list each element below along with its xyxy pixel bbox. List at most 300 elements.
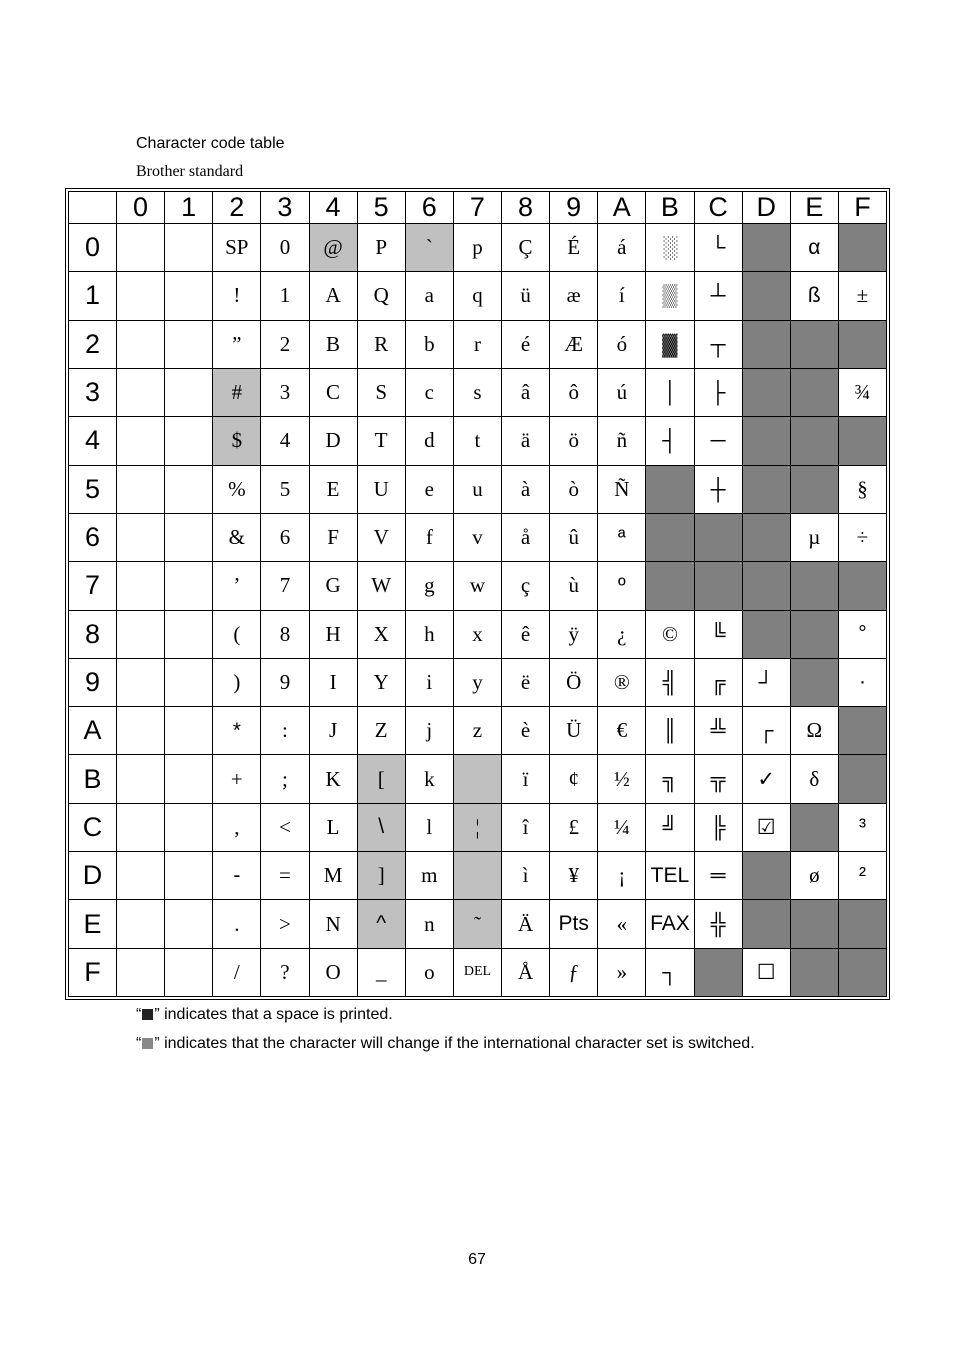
code-cell: ì (502, 852, 550, 900)
code-cell: ñ (598, 417, 646, 465)
code-cell: + (213, 755, 261, 803)
code-cell: & (213, 513, 261, 561)
code-cell: » (598, 948, 646, 996)
code-cell: ┬ (694, 320, 742, 368)
code-cell: , (213, 803, 261, 851)
code-cell: ┐ (646, 948, 694, 996)
code-cell: ø (790, 852, 838, 900)
code-cell: ^ (357, 900, 405, 948)
table-row (69, 562, 887, 610)
code-cell: Ç (502, 224, 550, 272)
code-cell: V (357, 513, 405, 561)
code-cell: : (261, 707, 309, 755)
code-cell (838, 755, 886, 803)
code-cell: y (453, 658, 501, 706)
code-cell (694, 562, 742, 610)
code-cell: 7 (261, 562, 309, 610)
code-cell: s (453, 368, 501, 416)
table-row (69, 320, 887, 368)
code-cell: ╗ (646, 755, 694, 803)
code-cell: ─ (694, 417, 742, 465)
code-cell (790, 900, 838, 948)
code-cell: 3 (261, 368, 309, 416)
column-header: E (790, 192, 838, 224)
code-cell: u (453, 465, 501, 513)
code-cell (117, 755, 165, 803)
code-cell: ┌ (742, 707, 790, 755)
code-cell: k (405, 755, 453, 803)
code-cell: f (405, 513, 453, 561)
grey-square-icon (142, 1038, 153, 1049)
code-cell (165, 368, 213, 416)
code-cell: TEL (646, 852, 694, 900)
space-legend-note (136, 1006, 393, 1024)
column-header: 1 (165, 192, 213, 224)
code-cell: # (213, 368, 261, 416)
code-cell: % (213, 465, 261, 513)
code-cell: ² (838, 852, 886, 900)
code-cell: $ (213, 417, 261, 465)
code-cell: B (309, 320, 357, 368)
code-cell: ° (838, 610, 886, 658)
code-cell (838, 562, 886, 610)
code-cell: * (213, 707, 261, 755)
code-cell (117, 948, 165, 996)
code-cell: │ (646, 368, 694, 416)
table-corner (69, 192, 117, 224)
code-cell: < (261, 803, 309, 851)
table-row (69, 465, 887, 513)
code-cell: ║ (646, 707, 694, 755)
code-cell: £ (550, 803, 598, 851)
code-cell: ☐ (742, 948, 790, 996)
code-cell: ÷ (838, 513, 886, 561)
column-header: A (598, 192, 646, 224)
column-header: B (646, 192, 694, 224)
code-cell (646, 562, 694, 610)
character-code-table-frame (65, 188, 890, 1000)
code-cell: z (453, 707, 501, 755)
code-cell (646, 465, 694, 513)
code-cell: é (502, 320, 550, 368)
code-cell: p (453, 224, 501, 272)
code-cell (165, 852, 213, 900)
code-cell (165, 755, 213, 803)
code-cell: ▒ (646, 272, 694, 320)
code-cell: ˜ (453, 900, 501, 948)
code-cell: [ (357, 755, 405, 803)
code-cell: ═ (694, 852, 742, 900)
code-cell: q (453, 272, 501, 320)
code-cell: â (502, 368, 550, 416)
code-cell (838, 224, 886, 272)
dark-square-icon (142, 1009, 153, 1020)
code-cell (165, 610, 213, 658)
code-cell: ’ (213, 562, 261, 610)
code-cell: ® (598, 658, 646, 706)
code-cell: ß (790, 272, 838, 320)
code-cell (742, 513, 790, 561)
code-cell: F (309, 513, 357, 561)
code-cell: d (405, 417, 453, 465)
intl-legend-note (136, 1035, 755, 1053)
code-cell: ▓ (646, 320, 694, 368)
code-cell (790, 948, 838, 996)
code-cell: î (502, 803, 550, 851)
column-header: 7 (453, 192, 501, 224)
code-cell (165, 562, 213, 610)
code-cell: ö (550, 417, 598, 465)
code-cell: ç (502, 562, 550, 610)
code-cell: º (598, 562, 646, 610)
code-cell: └ (694, 224, 742, 272)
code-cell: ╠ (694, 803, 742, 851)
code-cell: µ (790, 513, 838, 561)
code-cell: C (309, 368, 357, 416)
code-cell (742, 465, 790, 513)
code-cell: c (405, 368, 453, 416)
code-cell: Ω (790, 707, 838, 755)
table-heading: Character code table (136, 135, 285, 152)
code-cell: ╦ (694, 755, 742, 803)
legend-open-quote: “ (136, 1035, 142, 1052)
code-cell: X (357, 610, 405, 658)
code-cell: h (405, 610, 453, 658)
row-header: 0 (69, 224, 117, 272)
code-cell (838, 900, 886, 948)
column-header: 2 (213, 192, 261, 224)
code-cell (838, 948, 886, 996)
code-cell: i (405, 658, 453, 706)
code-cell: > (261, 900, 309, 948)
code-cell: m (405, 852, 453, 900)
code-cell: ” (213, 320, 261, 368)
code-cell: a (405, 272, 453, 320)
code-cell: ü (502, 272, 550, 320)
row-header: 6 (69, 513, 117, 561)
code-cell (165, 707, 213, 755)
code-cell: Y (357, 658, 405, 706)
code-cell: û (550, 513, 598, 561)
code-cell: ( (213, 610, 261, 658)
code-cell: K (309, 755, 357, 803)
row-header: A (69, 707, 117, 755)
code-cell: n (405, 900, 453, 948)
legend-text: ” indicates that the character will change if the international character set is switched. (154, 1035, 755, 1052)
code-cell: ¢ (550, 755, 598, 803)
table-row (69, 852, 887, 900)
code-cell: ╝ (646, 803, 694, 851)
code-cell (165, 513, 213, 561)
code-cell: € (598, 707, 646, 755)
code-cell: 2 (261, 320, 309, 368)
code-cell (838, 707, 886, 755)
code-cell (117, 224, 165, 272)
column-header: F (838, 192, 886, 224)
code-cell (165, 272, 213, 320)
code-cell: 6 (261, 513, 309, 561)
code-cell (117, 658, 165, 706)
code-cell: DEL (453, 948, 501, 996)
column-header: 9 (550, 192, 598, 224)
code-cell: \ (357, 803, 405, 851)
code-cell: w (453, 562, 501, 610)
column-header: C (694, 192, 742, 224)
table-row (69, 417, 887, 465)
code-cell (117, 707, 165, 755)
code-cell: å (502, 513, 550, 561)
code-cell: ¦ (453, 803, 501, 851)
code-cell (117, 465, 165, 513)
code-cell: « (598, 900, 646, 948)
code-cell: α (790, 224, 838, 272)
code-cell: ┘ (742, 658, 790, 706)
row-header: E (69, 900, 117, 948)
code-cell: 9 (261, 658, 309, 706)
code-cell: ┤ (646, 417, 694, 465)
code-cell: ú (598, 368, 646, 416)
code-cell: H (309, 610, 357, 658)
code-cell (838, 320, 886, 368)
code-cell (117, 272, 165, 320)
code-cell: ! (213, 272, 261, 320)
code-cell: r (453, 320, 501, 368)
code-cell (453, 852, 501, 900)
code-cell: ` (405, 224, 453, 272)
code-cell: ? (261, 948, 309, 996)
code-cell: ÿ (550, 610, 598, 658)
code-cell: ë (502, 658, 550, 706)
code-cell (790, 610, 838, 658)
table-row (69, 803, 887, 851)
code-cell: - (213, 852, 261, 900)
code-cell: ù (550, 562, 598, 610)
code-cell (646, 513, 694, 561)
code-cell: ³ (838, 803, 886, 851)
code-cell: 4 (261, 417, 309, 465)
code-cell (117, 610, 165, 658)
code-cell: Ä (502, 900, 550, 948)
code-cell (790, 368, 838, 416)
code-cell (165, 465, 213, 513)
code-cell (742, 272, 790, 320)
code-cell: t (453, 417, 501, 465)
code-cell (694, 513, 742, 561)
code-cell: ¥ (550, 852, 598, 900)
code-cell (117, 417, 165, 465)
code-cell (165, 948, 213, 996)
code-cell: ╔ (694, 658, 742, 706)
code-cell (117, 320, 165, 368)
table-row (69, 948, 887, 996)
table-row (69, 658, 887, 706)
code-cell: ½ (598, 755, 646, 803)
code-cell: SP (213, 224, 261, 272)
legend-open-quote: “ (136, 1006, 142, 1023)
column-header: 5 (357, 192, 405, 224)
table-row (69, 513, 887, 561)
code-cell (742, 417, 790, 465)
page-number: 67 (468, 1251, 486, 1268)
code-cell (790, 658, 838, 706)
code-cell: / (213, 948, 261, 996)
code-cell: á (598, 224, 646, 272)
row-header: 1 (69, 272, 117, 320)
code-cell: b (405, 320, 453, 368)
code-cell: ê (502, 610, 550, 658)
code-cell: ✓ (742, 755, 790, 803)
row-header: 7 (69, 562, 117, 610)
row-header: B (69, 755, 117, 803)
table-row (69, 610, 887, 658)
code-cell: à (502, 465, 550, 513)
code-cell: Ö (550, 658, 598, 706)
row-header: 9 (69, 658, 117, 706)
code-cell: v (453, 513, 501, 561)
code-cell: Z (357, 707, 405, 755)
code-cell (117, 803, 165, 851)
code-cell: ] (357, 852, 405, 900)
code-cell: Å (502, 948, 550, 996)
table-row (69, 224, 887, 272)
code-cell: Æ (550, 320, 598, 368)
code-cell: P (357, 224, 405, 272)
code-cell: Pts (550, 900, 598, 948)
code-cell: G (309, 562, 357, 610)
code-cell: ╚ (694, 610, 742, 658)
character-code-table (68, 191, 887, 997)
code-cell: © (646, 610, 694, 658)
code-cell: o (405, 948, 453, 996)
table-row (69, 272, 887, 320)
code-cell (742, 368, 790, 416)
character-code-table-body (69, 224, 887, 997)
code-cell: I (309, 658, 357, 706)
code-cell (790, 562, 838, 610)
table-row (69, 368, 887, 416)
code-cell: e (405, 465, 453, 513)
code-cell: J (309, 707, 357, 755)
code-cell: D (309, 417, 357, 465)
table-row (69, 707, 887, 755)
code-cell (165, 320, 213, 368)
code-cell: § (838, 465, 886, 513)
code-cell (742, 562, 790, 610)
code-cell: T (357, 417, 405, 465)
code-cell: ô (550, 368, 598, 416)
code-cell (165, 900, 213, 948)
code-cell: A (309, 272, 357, 320)
row-header: 4 (69, 417, 117, 465)
code-cell: ï (502, 755, 550, 803)
code-cell: _ (357, 948, 405, 996)
code-cell: W (357, 562, 405, 610)
code-cell (117, 368, 165, 416)
code-cell: æ (550, 272, 598, 320)
row-header: F (69, 948, 117, 996)
table-subheading: Brother standard (136, 163, 244, 180)
code-cell (117, 900, 165, 948)
code-cell (742, 852, 790, 900)
column-header: 3 (261, 192, 309, 224)
code-cell: É (550, 224, 598, 272)
row-header: D (69, 852, 117, 900)
code-cell: l (405, 803, 453, 851)
legend-text: ” indicates that a space is printed. (154, 1006, 393, 1023)
code-cell (117, 562, 165, 610)
code-cell: Ü (550, 707, 598, 755)
code-cell (742, 610, 790, 658)
row-header: 2 (69, 320, 117, 368)
code-cell: @ (309, 224, 357, 272)
code-cell (694, 948, 742, 996)
code-cell (790, 320, 838, 368)
code-cell: R (357, 320, 405, 368)
code-cell: . (213, 900, 261, 948)
column-header: 0 (117, 192, 165, 224)
code-cell: = (261, 852, 309, 900)
row-header: 3 (69, 368, 117, 416)
code-cell: 8 (261, 610, 309, 658)
column-header: D (742, 192, 790, 224)
code-cell (165, 417, 213, 465)
code-cell: ☑ (742, 803, 790, 851)
code-cell: S (357, 368, 405, 416)
table-row (69, 900, 887, 948)
code-cell: 0 (261, 224, 309, 272)
code-cell: Ñ (598, 465, 646, 513)
column-header-row (69, 192, 887, 224)
code-cell: ░ (646, 224, 694, 272)
code-cell: ä (502, 417, 550, 465)
column-header: 8 (502, 192, 550, 224)
row-header: C (69, 803, 117, 851)
code-cell (742, 320, 790, 368)
code-cell: ó (598, 320, 646, 368)
code-cell: ¡ (598, 852, 646, 900)
code-cell (790, 465, 838, 513)
code-cell: ┴ (694, 272, 742, 320)
code-cell: x (453, 610, 501, 658)
code-cell: ¿ (598, 610, 646, 658)
code-cell: ├ (694, 368, 742, 416)
code-cell: 1 (261, 272, 309, 320)
code-cell: ª (598, 513, 646, 561)
code-cell (453, 755, 501, 803)
code-cell: ) (213, 658, 261, 706)
code-cell: è (502, 707, 550, 755)
code-cell: O (309, 948, 357, 996)
code-cell (790, 803, 838, 851)
code-cell (165, 803, 213, 851)
row-header: 5 (69, 465, 117, 513)
code-cell: ┼ (694, 465, 742, 513)
table-row (69, 755, 887, 803)
column-header: 6 (405, 192, 453, 224)
code-cell: í (598, 272, 646, 320)
code-cell (117, 513, 165, 561)
code-cell: ¼ (598, 803, 646, 851)
code-cell: ƒ (550, 948, 598, 996)
code-cell: L (309, 803, 357, 851)
code-cell: · (838, 658, 886, 706)
code-cell (790, 417, 838, 465)
code-cell (117, 852, 165, 900)
code-cell: E (309, 465, 357, 513)
code-cell: δ (790, 755, 838, 803)
column-header: 4 (309, 192, 357, 224)
row-header: 8 (69, 610, 117, 658)
